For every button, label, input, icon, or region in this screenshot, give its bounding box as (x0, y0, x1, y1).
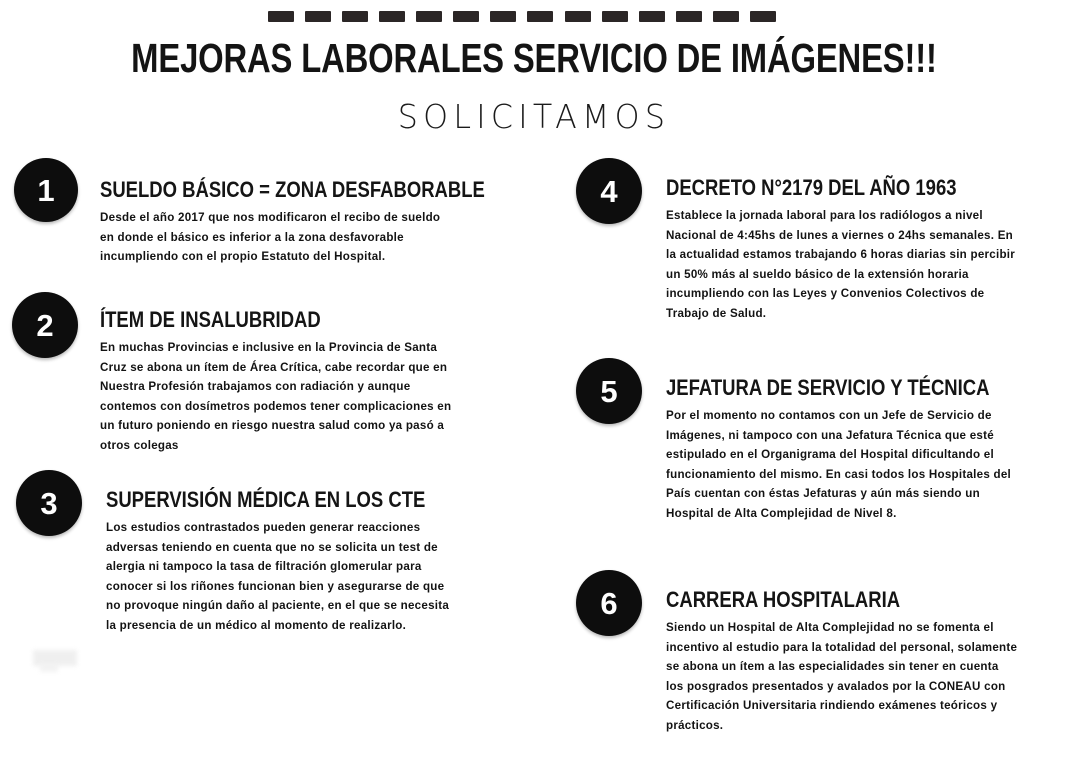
badge-label: 2 (36, 307, 54, 343)
list-item-1-body (100, 177, 485, 267)
list-item-4-text: Establece la jornada laboral para los radiólogos a nivel Nacional de 4:45hs de lunes a viernes o 24hs semanales. En la actualidad estamos trabajando 6 horas diarias sin percibir un 50% más al sueldo básico de la extensión horaria incumpliendo con las Leyes y Convenios Colectivos de Trabajo de Salud. (666, 209, 1016, 320)
list-item-3-title: SUPERVISIÓN MÉDICA EN LOS CTE (106, 487, 426, 512)
list-item-6-title: CARRERA HOSPITALARIA (666, 587, 901, 612)
list-item-2-text: En muchas Provincias e inclusive en la Provincia de Santa Cruz se abona un ítem de Área Crítica, cabe recordar que en Nuestra Profesión trabajamos con radiación y aunque contemos con dosímetros podemos tener complicaciones en un futuro poniendo en riesgo nuestra salud como ya pasó a otros colegas (100, 341, 452, 452)
list-item-5-body (666, 376, 1018, 524)
divider-dash (490, 11, 516, 22)
divider-dash (639, 11, 665, 22)
scan-artifact-secondary (40, 664, 58, 672)
badge-label: 5 (600, 373, 618, 409)
page-subtitle: SOLICITAMOS (397, 97, 671, 136)
divider-dash (416, 11, 442, 22)
list-item-3-text: Los estudios contrastados pueden generar reacciones adversas teniendo en cuenta que no se solicita un test de alergia ni tampoco la tasa de filtración glomerular para conocer si los riñones funcionan bien y asegurarse de que no provoque ningún daño al paciente, en el que se necesita la presencia de un médico al momento de realizarlo. (106, 521, 450, 632)
badge-label: 6 (600, 585, 618, 621)
list-item-4-title: DECRETO N°2179 DEL AÑO 1963 (666, 175, 957, 200)
badge-label: 3 (40, 485, 58, 521)
list-item-2-body (100, 308, 452, 456)
badge-label: 1 (37, 172, 55, 208)
divider-dash (602, 11, 628, 22)
badge-number-5 (576, 358, 642, 424)
divider-dash (713, 11, 739, 22)
badge-number-1 (14, 158, 78, 222)
divider-dash (379, 11, 405, 22)
divider-dash (750, 11, 776, 22)
divider-dash (676, 11, 702, 22)
divider-dash (565, 11, 591, 22)
divider-dash (453, 11, 479, 22)
divider-dash (527, 11, 553, 22)
list-item-1-title: SUELDO BÁSICO = ZONA DESFABORABLE (100, 177, 485, 202)
list-item-6-text: Siendo un Hospital de Alta Complejidad no se fomenta el incentivo al estudio para la totalidad del personal, solamente se abona un ítem a las especialidades sin tener en cuenta los posgrados presentados y avalados por la CONEAU con Certificación Universitaria rindiendo exámenes teóricos y prácticos. (666, 621, 1018, 732)
dashed-divider (268, 11, 776, 22)
badge-number-6 (576, 570, 642, 636)
list-item-5-text: Por el momento no contamos con un Jefe de Servicio de Imágenes, ni tampoco con una Jefatura Técnica que esté estipulado en el Organigrama del Hospital dificultando el funcionamiento del mismo. En casi todos los Hospitales del País cuentan con éstas Jefaturas y aún más siendo un Hospital de Alta Complejidad de Nivel 8. (666, 409, 1011, 520)
list-item-1-text: Desde el año 2017 que nos modificaron el recibo de sueldo en donde el básico es inferior a la zona desfavorable incumpliendo con el propio Estatuto del Hospital. (100, 211, 441, 264)
badge-number-2 (12, 292, 78, 358)
list-item-3-body (106, 488, 458, 636)
list-item-6-body (666, 588, 1018, 736)
list-item-2-title: ÍTEM DE INSALUBRIDAD (100, 307, 321, 332)
list-item-5-title: JEFATURA DE SERVICIO Y TÉCNICA (666, 375, 990, 400)
list-item-4-body (666, 176, 1016, 324)
divider-dash (342, 11, 368, 22)
badge-number-4 (576, 158, 642, 224)
divider-dash (305, 11, 331, 22)
badge-number-3 (16, 470, 82, 536)
badge-label: 4 (600, 173, 618, 209)
divider-dash (268, 11, 294, 22)
page-title: MEJORAS LABORALES SERVICIO DE IMÁGENES!!! (131, 35, 937, 81)
